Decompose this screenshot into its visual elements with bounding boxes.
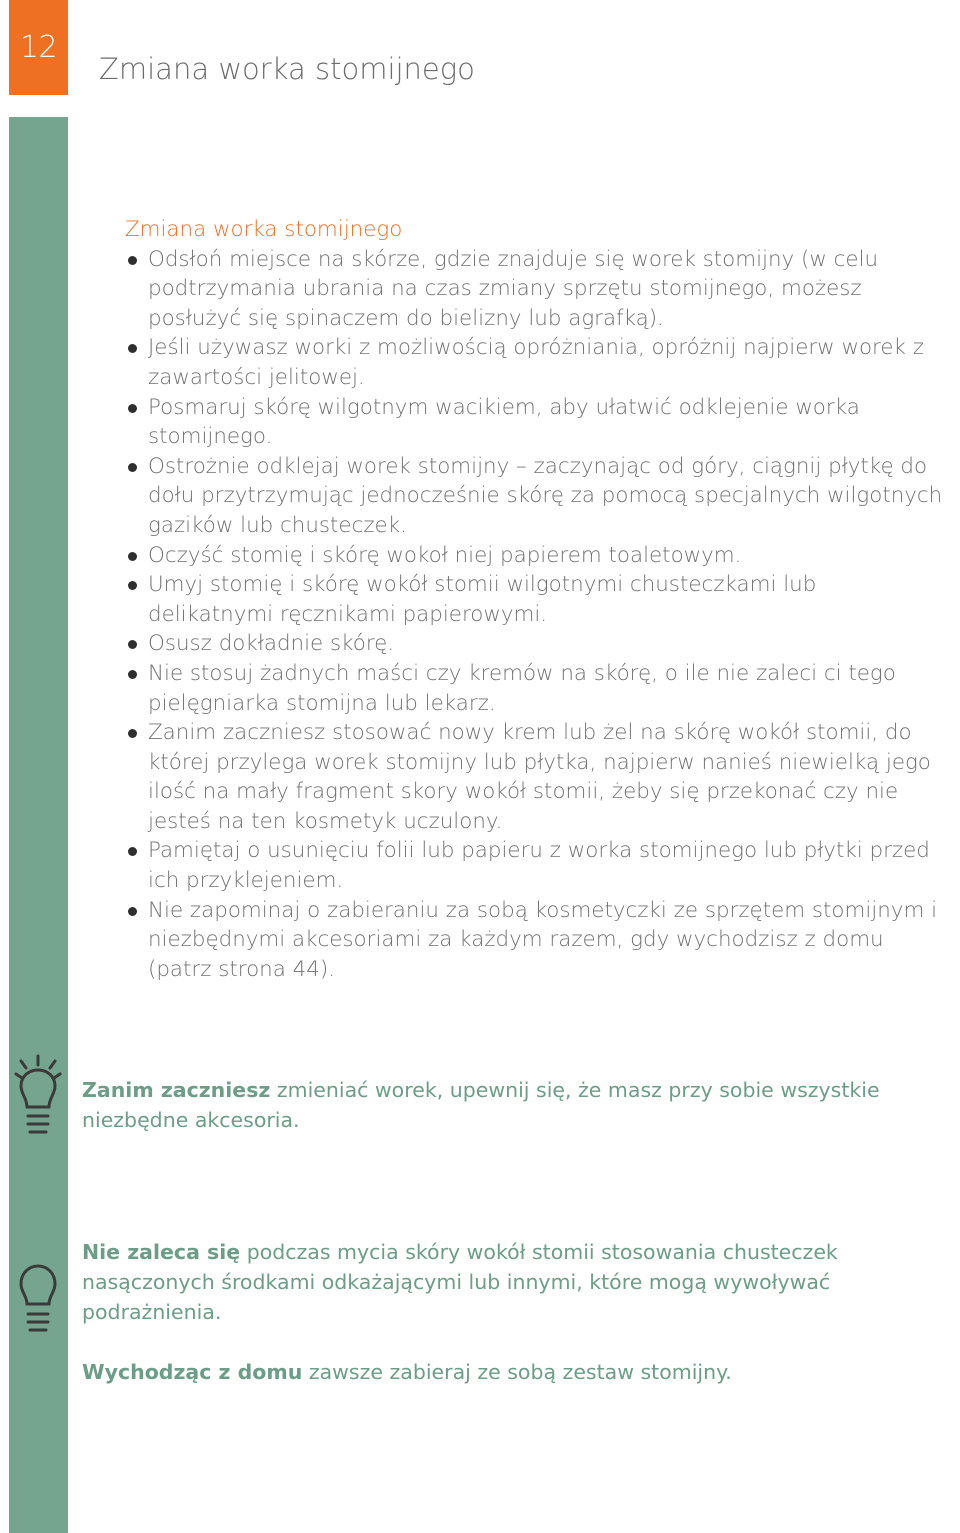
- list-item: Umyj stomię i skórę wokół stomii wilgotnymi chusteczkami lub delikatnymi ręcznikami papierowymi.: [125, 570, 945, 629]
- steps-list: [125, 245, 945, 985]
- section-heading: Zmiana worka stomijnego: [125, 217, 403, 242]
- tip-skin-care-body: podczas mycia skóry wokół stomii stosowania chusteczek nasączonych środkami odkażającymi lub innymi, które mogą wywoływać podrażnienia.: [82, 1240, 838, 1324]
- tip-skin-care-text: [82, 1237, 952, 1327]
- list-item: Jeśli używasz worki z możliwością opróżniania, opróżnij najpierw worek z zawartości jelitowej.: [125, 333, 945, 392]
- list-item: Nie stosuj żadnych maści czy kremów na skórę, o ile nie zaleci ci tego pielęgniarka stomijna lub lekarz.: [125, 659, 945, 718]
- list-item: Oczyść stomię i skórę wokoł niej papierem toaletowym.: [125, 541, 945, 571]
- lightbulb-icon: [18, 1262, 58, 1336]
- tip-leaving-home-text: [82, 1357, 952, 1387]
- list-item: Ostrożnie odklejaj worek stomijny – zaczynając od góry, ciągnij płytkę do dołu przytrzymując jednocześnie skórę za pomocą specjalnych wilgotnych gazików lub chusteczek.: [125, 452, 945, 541]
- page-number: 12: [19, 30, 58, 65]
- tip-leaving-home-body: zawsze zabieraj ze sobą zestaw stomijny.: [302, 1360, 732, 1384]
- list-item: Odsłoń miejsce na skórze, gdzie znajduje się worek stomijny (w celu podtrzymania ubrania na czas zmiany sprzętu stomijnego, możesz posłużyć się spinaczem do bielizny lub agrafką).: [125, 245, 945, 334]
- tip-skin-care-bold: Nie zaleca się: [82, 1240, 241, 1264]
- list-item: Pamiętaj o usunięciu folii lub papieru z worka stomijnego lub płytki przed ich przyklejeniem.: [125, 836, 945, 895]
- page-number-badge: [9, 0, 68, 95]
- list-item: Zanim zaczniesz stosować nowy krem lub żel na skórę wokół stomii, do której przylega worek stomijny lub płytka, najpierw nanieś niewielką jego ilość na mały fragment skory wokół stomii, żeby się przekonać czy nie jesteś na ten kosmetyk uczulony.: [125, 718, 945, 836]
- tip-leaving-home-bold: Wychodząc z domu: [82, 1360, 303, 1384]
- list-item: Nie zapominaj o zabieraniu za sobą kosmetyczki ze sprzętem stomijnym i niezbędnymi akcesoriami za każdym razem, gdy wychodzisz z domu (patrz strona 44).: [125, 896, 945, 985]
- tip-skin-care: [82, 1237, 952, 1387]
- tip-prepare-body: zmieniać worek, upewnij się, że masz przy sobie wszystkie niezbędne akcesoria.: [82, 1078, 880, 1132]
- list-item: Osusz dokładnie skórę.: [125, 629, 945, 659]
- lightbulb-rays-icon: [14, 1054, 62, 1138]
- tip-prepare: [82, 1075, 952, 1135]
- page-title: Zmiana worka stomijnego: [99, 52, 475, 86]
- tip-prepare-text: [82, 1075, 952, 1135]
- tip-prepare-bold: Zanim zaczniesz: [82, 1078, 271, 1102]
- instructions-section: [125, 215, 945, 984]
- list-item: Posmaruj skórę wilgotnym wacikiem, aby ułatwić odklejenie worka stomijnego.: [125, 393, 945, 452]
